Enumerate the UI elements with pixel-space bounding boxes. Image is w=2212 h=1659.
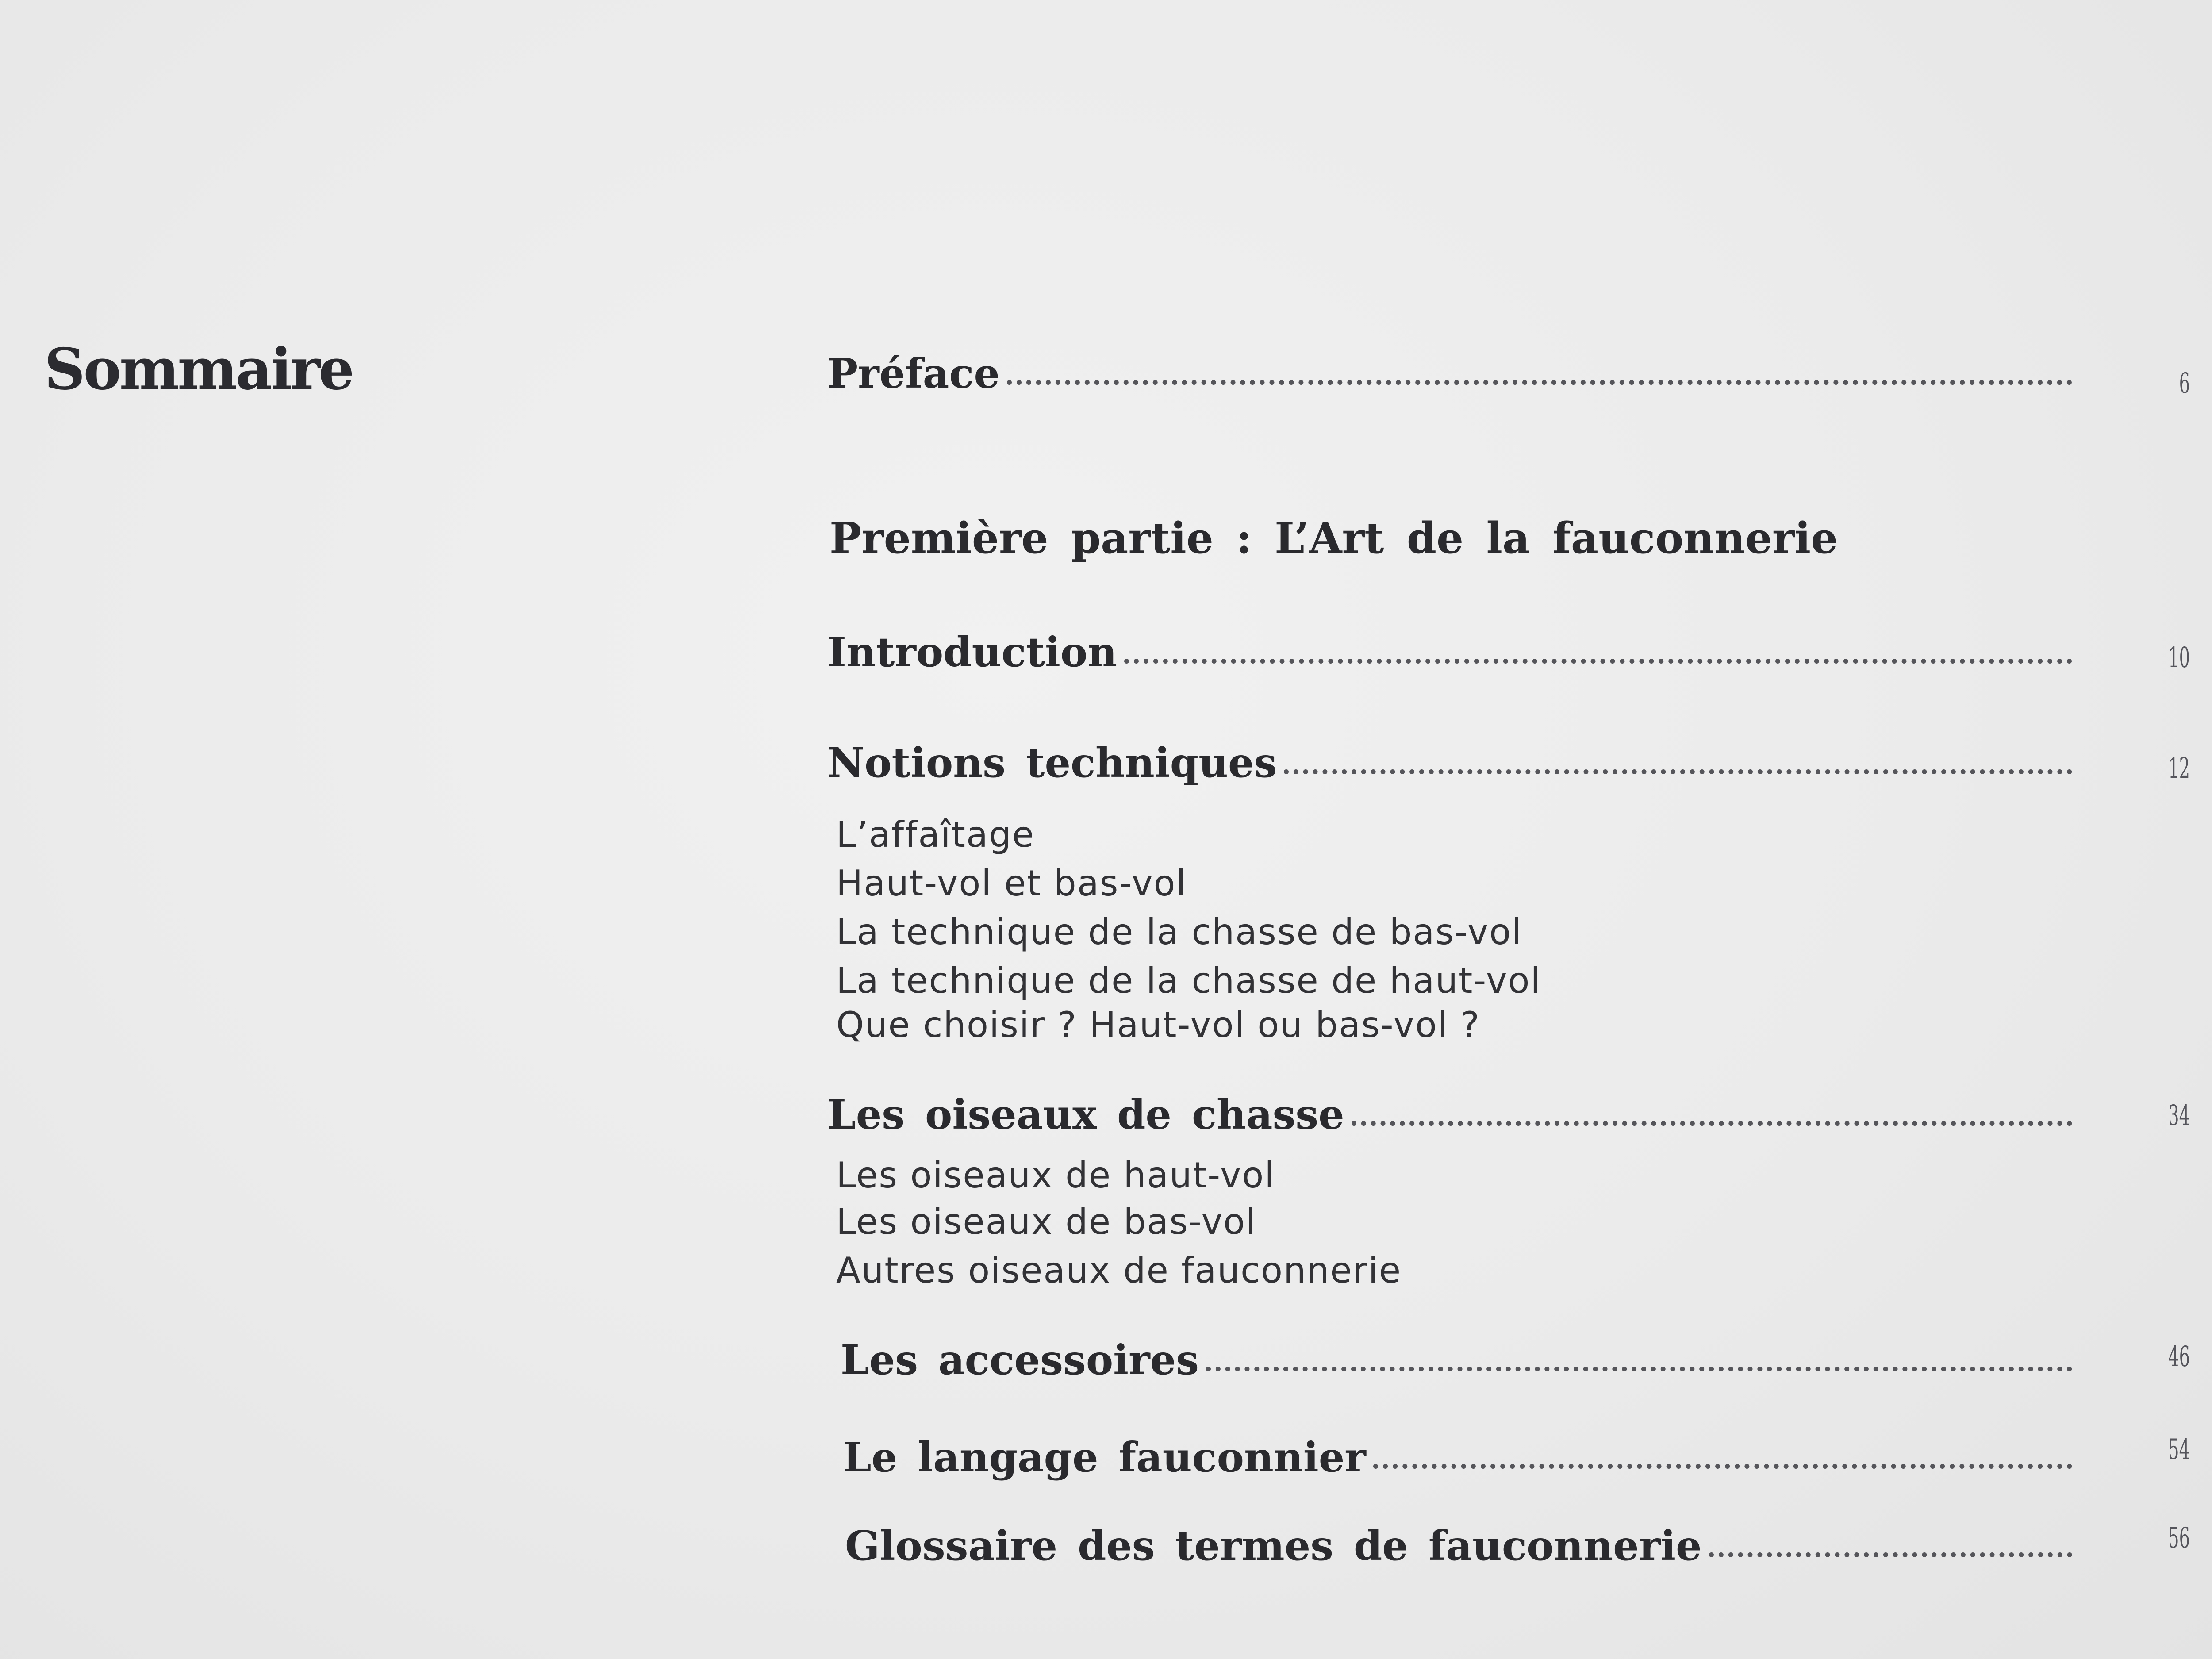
toc-entry-notions-techniques xyxy=(827,739,2075,787)
toc-subsection: Les oiseaux de bas-vol xyxy=(836,1201,1257,1242)
toc-entry-label: Les oiseaux de chasse xyxy=(827,1091,1344,1138)
page-title: Sommaire xyxy=(44,336,353,403)
toc-page-number: 46 xyxy=(2168,1340,2190,1373)
toc-entry-accessoires xyxy=(841,1336,2075,1384)
dot-leader xyxy=(1206,1367,2072,1371)
toc-subsection: L’affaîtage xyxy=(836,814,1035,855)
dot-leader xyxy=(1124,659,2072,664)
toc-page-number: 12 xyxy=(2168,752,2190,785)
toc-entry-label: Préface xyxy=(827,349,1000,397)
toc-entry-label: Introduction xyxy=(827,628,1118,676)
dot-leader xyxy=(1007,380,2072,385)
toc-entry-label: Glossaire des termes de fauconnerie xyxy=(845,1522,1702,1570)
dot-leader xyxy=(1373,1464,2072,1469)
toc-entry-preface xyxy=(827,349,2075,397)
dot-leader xyxy=(1352,1121,2072,1126)
toc-subsection: Haut-vol et bas-vol xyxy=(836,863,1187,904)
dot-leader xyxy=(1284,769,2072,774)
toc-page-number: 6 xyxy=(2179,367,2190,400)
part-title: Première partie : L’Art de la fauconnerie xyxy=(830,513,1838,563)
toc-entry-introduction xyxy=(827,628,2075,676)
toc-entry-label: Le langage fauconnier xyxy=(843,1433,1366,1481)
toc-page-number: 54 xyxy=(2168,1433,2190,1466)
toc-entry-oiseaux-de-chasse xyxy=(827,1091,2075,1138)
toc-entry-label: Les accessoires xyxy=(841,1336,1199,1384)
dot-leader xyxy=(1709,1552,2072,1557)
toc-subsection: La technique de la chasse de bas-vol xyxy=(836,911,1523,952)
toc-entry-label: Notions techniques xyxy=(827,739,1277,787)
toc-subsection: Les oiseaux de haut-vol xyxy=(836,1155,1275,1196)
toc-entry-langage-fauconnier xyxy=(843,1433,2075,1481)
toc-subsection: La technique de la chasse de haut-vol xyxy=(836,960,1541,1001)
toc-subsection: Que choisir ? Haut-vol ou bas-vol ? xyxy=(836,1004,1480,1045)
toc-subsection: Autres oiseaux de fauconnerie xyxy=(836,1250,1402,1291)
toc-entry-glossaire xyxy=(845,1522,2075,1570)
toc-page-number: 34 xyxy=(2168,1099,2190,1132)
toc-page-number: 56 xyxy=(2168,1522,2190,1555)
toc-page-number: 10 xyxy=(2168,641,2190,674)
